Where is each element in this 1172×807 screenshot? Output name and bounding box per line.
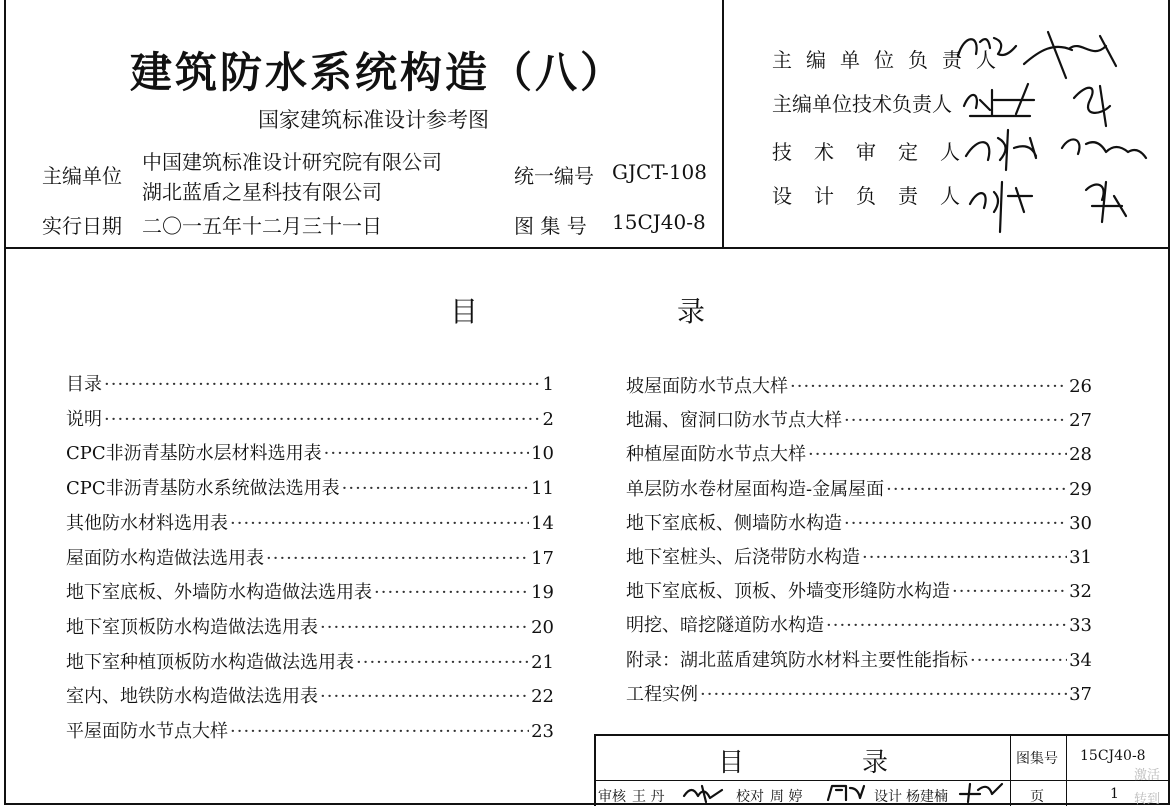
check-name: 周 婷 xyxy=(770,789,803,805)
watermark-line-1: 激活 xyxy=(1134,768,1161,783)
toc-entry-page: 2 xyxy=(542,408,554,430)
title-block-top-rule xyxy=(594,734,1170,736)
toc-entry-page: 33 xyxy=(1069,615,1092,637)
sign-row-editor-head: 主编单位负责人 xyxy=(772,48,1010,72)
document-subtitle: 国家建筑标准设计参考图 xyxy=(258,108,489,132)
sign-row-design-head: 设计负责人 xyxy=(772,184,982,208)
toc-entry xyxy=(626,611,1092,637)
toc-entry-page: 26 xyxy=(1069,376,1092,397)
title-block-name-left: 目 xyxy=(718,748,745,778)
title-block-divider-2 xyxy=(1066,734,1067,806)
toc-entry-page: 21 xyxy=(531,651,554,673)
toc-leader-dots xyxy=(320,617,529,638)
toc-leader-dots xyxy=(230,513,529,534)
toc-entry-page: 28 xyxy=(1069,444,1092,466)
watermark-line-2: 转到 xyxy=(1134,792,1161,807)
toc-heading-left: 目 xyxy=(450,295,479,328)
toc-leader-dots xyxy=(104,374,541,395)
toc-leader-dots xyxy=(320,686,529,707)
toc-leader-dots xyxy=(374,582,529,603)
toc-entry xyxy=(66,648,554,674)
toc-entry-title: 目录 xyxy=(66,374,102,395)
toc-entry-page: 17 xyxy=(531,547,554,569)
toc-entry-title: 地下室种植顶板防水构造做法选用表 xyxy=(66,651,354,673)
handwritten-signatures xyxy=(950,20,1160,240)
toc-leader-dots xyxy=(790,376,1067,397)
toc-entry-page: 32 xyxy=(1069,581,1092,603)
toc-entry-title: 种植屋面防水节点大样 xyxy=(626,444,806,466)
toc-entry-title: 地下室顶板防水构造做法选用表 xyxy=(66,616,318,638)
toc-entry-page: 31 xyxy=(1069,547,1092,568)
title-block-divider-1 xyxy=(1010,734,1011,806)
toc-entry-page: 10 xyxy=(531,443,554,465)
sign-row-tech-head: 主编单位技术负责人 xyxy=(772,92,952,116)
toc-entry-title: 地下室桩头、后浇带防水构造 xyxy=(626,547,860,568)
toc-entry-title: 地下室底板、外墙防水构造做法选用表 xyxy=(66,582,372,604)
toc-leader-dots xyxy=(104,409,541,430)
header-bottom-rule xyxy=(4,247,1170,249)
title-block-atlas-number: 15CJ40-8 xyxy=(1080,748,1146,764)
title-block-left-rule xyxy=(594,734,596,806)
effective-date: 二〇一五年十二月三十一日 xyxy=(142,214,382,238)
toc-entry-page: 23 xyxy=(531,721,554,742)
title-block-name-right: 录 xyxy=(862,748,889,778)
toc-heading-right: 录 xyxy=(677,295,706,328)
toc-leader-dots xyxy=(844,410,1067,431)
check-label: 校对 xyxy=(736,789,764,805)
unified-number: GJCT-108 xyxy=(612,160,707,184)
toc-entry-page: 11 xyxy=(531,478,554,500)
toc-entry xyxy=(66,439,554,465)
toc-leader-dots xyxy=(862,547,1067,568)
check-signature xyxy=(824,782,868,804)
toc-entry-title: 地漏、窗洞口防水节点大样 xyxy=(626,410,842,432)
toc-entry-page: 20 xyxy=(531,616,554,638)
page-number: 1 xyxy=(1110,786,1119,802)
title-block-atlas-label: 图集号 xyxy=(1016,751,1058,767)
toc-entry xyxy=(626,646,1092,672)
toc-entry-title: 坡屋面防水节点大样 xyxy=(626,376,788,397)
editor-unit-2: 湖北蓝盾之星科技有限公司 xyxy=(142,180,382,204)
toc-leader-dots xyxy=(826,615,1067,636)
toc-entry-title: 室内、地铁防水构造做法选用表 xyxy=(66,686,318,708)
effective-date-label: 实行日期 xyxy=(42,214,122,238)
toc-leader-dots xyxy=(886,479,1067,500)
toc-leader-dots xyxy=(356,652,529,673)
toc-entry-title: 工程实例 xyxy=(626,683,698,705)
toc-entry-title: 屋面防水构造做法选用表 xyxy=(66,547,264,569)
toc-entry-page: 37 xyxy=(1069,683,1092,705)
toc-entry-title: 单层防水卷材屋面构造-金属屋面 xyxy=(626,478,885,500)
toc-entry xyxy=(626,475,1092,501)
toc-leader-dots xyxy=(844,513,1067,534)
toc-leader-dots xyxy=(970,650,1067,671)
editor-units-label: 主编单位 xyxy=(42,164,122,188)
toc-entry-title: 平屋面防水节点大样 xyxy=(66,721,228,742)
toc-entry-page: 27 xyxy=(1069,410,1092,432)
page-label: 页 xyxy=(1030,789,1044,805)
toc-entry xyxy=(66,509,554,535)
sign-row-tech-reviewer: 技术审定人 xyxy=(772,140,982,164)
toc-entry xyxy=(626,680,1092,706)
toc-entry-title: 明挖、暗挖隧道防水构造 xyxy=(626,615,824,637)
review-name: 王 丹 xyxy=(632,789,665,805)
toc-entry xyxy=(626,509,1092,535)
editor-unit-1: 中国建筑标准设计研究院有限公司 xyxy=(142,150,442,174)
toc-entry xyxy=(66,405,554,431)
toc-leader-dots xyxy=(808,444,1067,465)
toc-leader-dots xyxy=(952,581,1067,602)
toc-leader-dots xyxy=(266,548,529,569)
design-signature xyxy=(956,780,1006,804)
toc-entry xyxy=(66,682,554,708)
toc-entry xyxy=(66,544,554,570)
toc-entry xyxy=(626,577,1092,603)
atlas-number: 15CJ40-8 xyxy=(612,210,706,234)
toc-entry-page: 34 xyxy=(1069,649,1092,671)
design-name: 杨建楠 xyxy=(906,789,948,805)
toc-entry-page: 29 xyxy=(1069,478,1092,500)
toc-entry xyxy=(66,370,554,396)
toc-entry xyxy=(626,440,1092,466)
toc-entry-page: 14 xyxy=(531,512,554,534)
toc-entry xyxy=(626,406,1092,432)
unified-number-label: 统一编号 xyxy=(514,164,594,188)
toc-entry xyxy=(66,578,554,604)
toc-entry xyxy=(66,613,554,639)
toc-leader-dots xyxy=(342,478,529,499)
toc-entry-title: 地下室底板、顶板、外墙变形缝防水构造 xyxy=(626,581,950,603)
atlas-number-label: 图 集 号 xyxy=(514,214,587,238)
toc-leader-dots xyxy=(700,684,1067,705)
toc-entry-page: 22 xyxy=(531,686,554,708)
toc-entry xyxy=(66,717,554,743)
toc-entry-page: 30 xyxy=(1069,512,1092,534)
document-title: 建筑防水系统构造（八） xyxy=(130,48,626,97)
toc-entry-title: CPC非沥青基防水系统做法选用表 xyxy=(66,478,340,500)
toc-entry-title: 其他防水材料选用表 xyxy=(66,512,228,534)
title-block-mid-rule xyxy=(594,780,1170,781)
header-divider xyxy=(722,0,724,248)
design-label: 设计 xyxy=(874,789,902,805)
toc-entry-title: 地下室底板、侧墙防水构造 xyxy=(626,512,842,534)
toc-entry xyxy=(626,543,1092,569)
toc-leader-dots xyxy=(230,721,529,742)
review-label: 审核 xyxy=(598,789,626,805)
toc-entry-title: CPC非沥青基防水层材料选用表 xyxy=(66,443,322,465)
toc-entry-page: 19 xyxy=(531,582,554,604)
toc-entry-title: 附录：湖北蓝盾建筑防水材料主要性能指标 xyxy=(626,649,968,671)
review-signature xyxy=(680,782,730,804)
toc-entry-title: 说明 xyxy=(66,408,102,430)
toc-entry xyxy=(66,474,554,500)
toc-entry xyxy=(626,372,1092,398)
toc-entry-page: 1 xyxy=(542,374,554,395)
toc-leader-dots xyxy=(324,443,529,464)
